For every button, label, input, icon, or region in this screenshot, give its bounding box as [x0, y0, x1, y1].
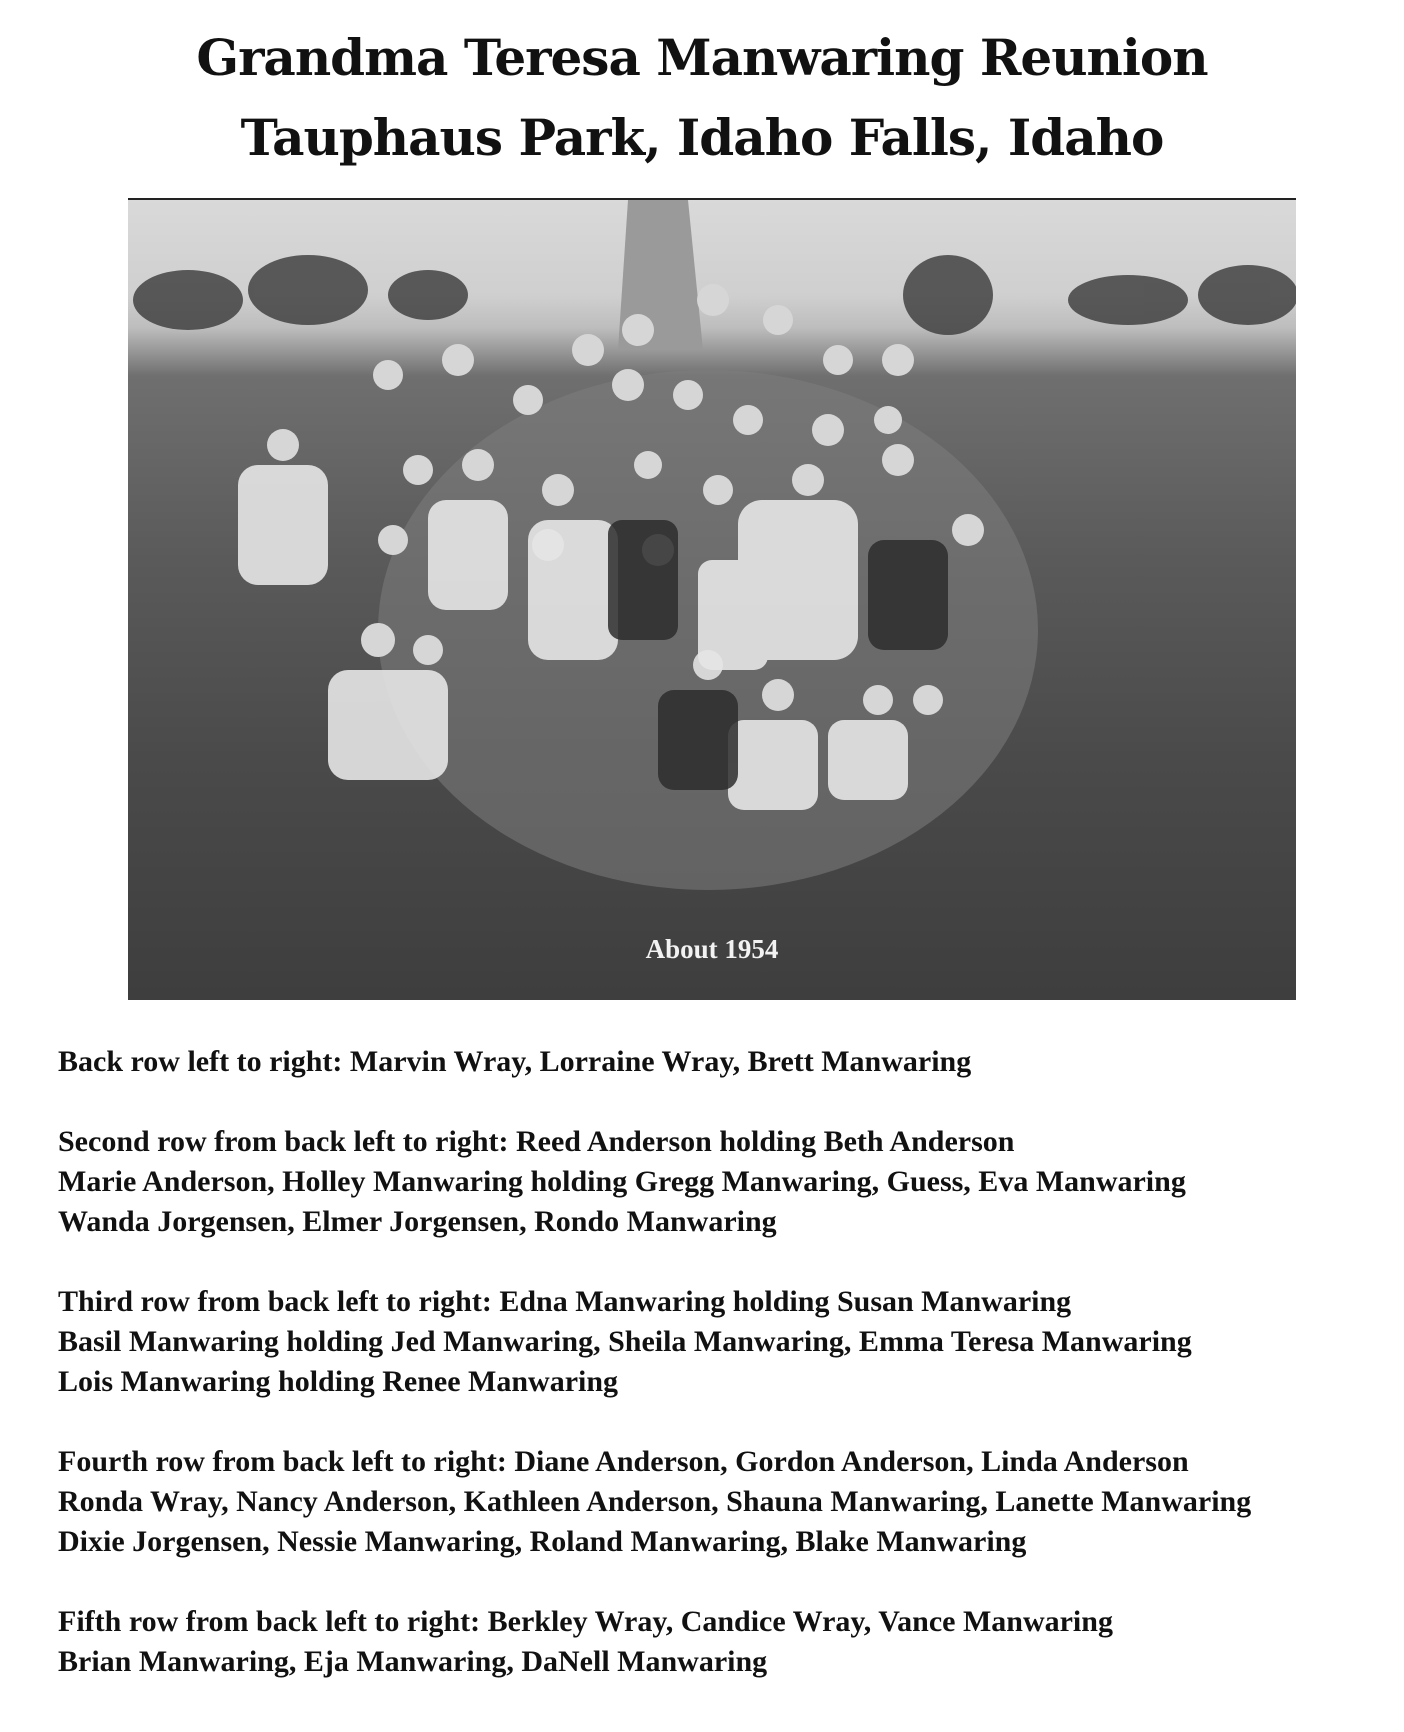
- group-of-people: [238, 284, 1038, 890]
- caption-line: Third row from back left to right: Edna Manwaring holding Susan Manwaring: [58, 1285, 1072, 1318]
- caption-line: Wanda Jorgensen, Elmer Jorgensen, Rondo Manwaring: [58, 1205, 777, 1238]
- caption-line: Basil Manwaring holding Jed Manwaring, Sheila Manwaring, Emma Teresa Manwaring: [58, 1325, 1192, 1358]
- caption-fifth-row: [58, 1602, 1398, 1682]
- people-captions: [58, 1042, 1398, 1722]
- page-title: Grandma Teresa Manwaring Reunion: [196, 28, 1208, 87]
- caption-second-row: [58, 1122, 1398, 1242]
- caption-line: Ronda Wray, Nancy Anderson, Kathleen Anderson, Shauna Manwaring, Lanette Manwaring: [58, 1485, 1252, 1518]
- caption-line: Dixie Jorgensen, Nessie Manwaring, Roland Manwaring, Blake Manwaring: [58, 1525, 1027, 1558]
- reunion-photo-drawing: [128, 200, 1296, 1000]
- caption-third-row: [58, 1282, 1398, 1402]
- reunion-photo: [128, 198, 1296, 1000]
- caption-fourth-row: [58, 1442, 1398, 1562]
- caption-line: Fifth row from back left to right: Berkley Wray, Candice Wray, Vance Manwaring: [58, 1605, 1113, 1638]
- caption-line: Fourth row from back left to right: Diane Anderson, Gordon Anderson, Linda Anderson: [58, 1445, 1189, 1478]
- page-subtitle: Tauphaus Park, Idaho Falls, Idaho: [240, 108, 1164, 167]
- photo-date-caption: About 1954: [645, 934, 779, 964]
- caption-line: Second row from back left to right: Reed Anderson holding Beth Anderson: [58, 1125, 1015, 1158]
- caption-line: Brian Manwaring, Eja Manwaring, DaNell Manwaring: [58, 1645, 768, 1678]
- caption-line: Marie Anderson, Holley Manwaring holding Gregg Manwaring, Guess, Eva Manwaring: [58, 1165, 1186, 1198]
- caption-line: Lois Manwaring holding Renee Manwaring: [58, 1365, 619, 1398]
- caption-line: Back row left to right: Marvin Wray, Lorraine Wray, Brett Manwaring: [58, 1045, 972, 1078]
- caption-back-row: [58, 1042, 1398, 1082]
